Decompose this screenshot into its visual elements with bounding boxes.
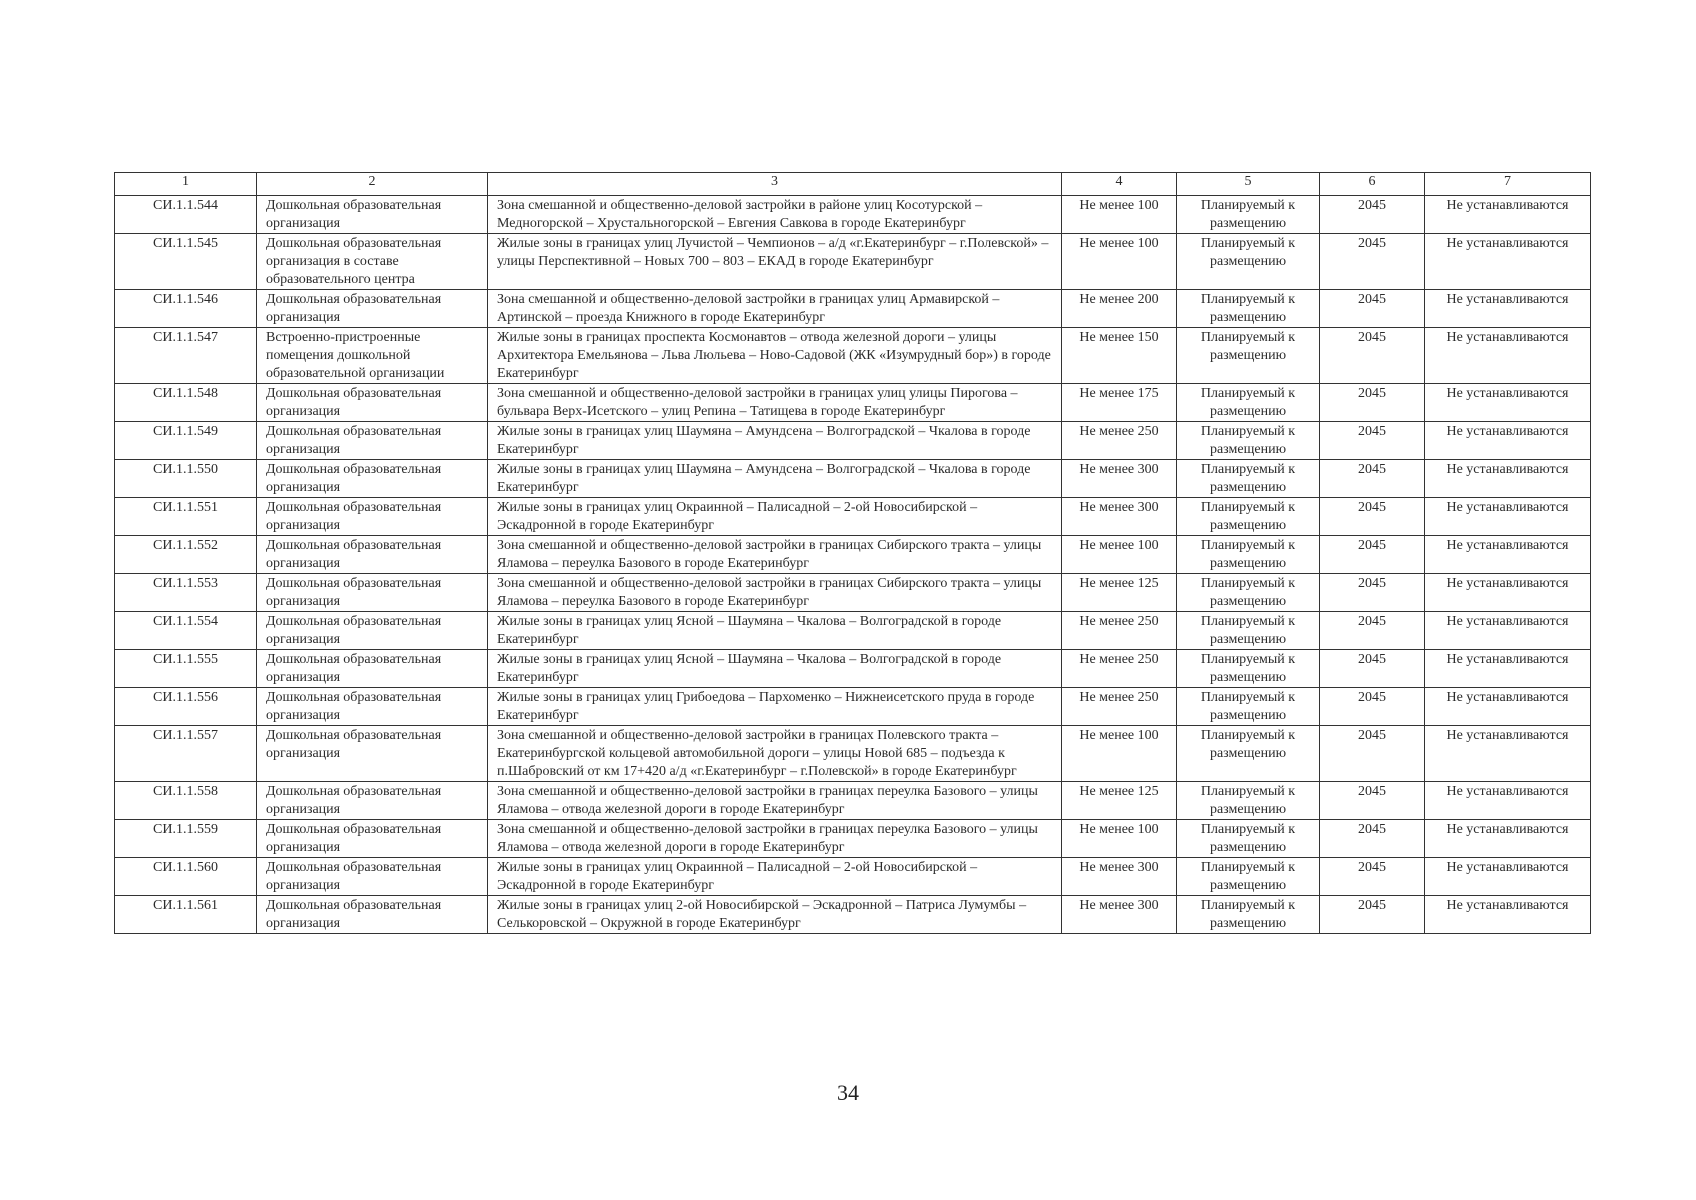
- year-cell: 2045: [1320, 328, 1425, 384]
- protection-zones-cell: Не устанавливаются: [1425, 234, 1591, 290]
- year-cell: 2045: [1320, 820, 1425, 858]
- table-row: [115, 688, 1591, 726]
- column-header-3: 3: [488, 173, 1062, 196]
- year-cell: 2045: [1320, 422, 1425, 460]
- object-name-cell: Дошкольная образовательная организация: [257, 536, 488, 574]
- status-cell: Планируемый к размещению: [1177, 782, 1320, 820]
- object-location-cell: Зона смешанной и общественно-деловой застройки в границах Сибирского тракта – улицы Яламова – переулка Базового в городе Екатеринбург: [488, 536, 1062, 574]
- object-code-cell: СИ.1.1.546: [115, 290, 257, 328]
- year-cell: 2045: [1320, 536, 1425, 574]
- object-location-cell: Жилые зоны в границах улиц Лучистой – Чемпионов – а/д «г.Екатеринбург – г.Полевской» – улицы Перспективной – Новых 700 – 803 – ЕКАД в городе Екатеринбург: [488, 234, 1062, 290]
- object-location-cell: Жилые зоны в границах улиц Ясной – Шаумяна – Чкалова – Волгоградской в городе Екатеринбург: [488, 612, 1062, 650]
- status-cell: Планируемый к размещению: [1177, 460, 1320, 498]
- protection-zones-cell: Не устанавливаются: [1425, 612, 1591, 650]
- object-code-cell: СИ.1.1.561: [115, 896, 257, 934]
- table-row: [115, 650, 1591, 688]
- object-name-cell: Дошкольная образовательная организация: [257, 896, 488, 934]
- protection-zones-cell: Не устанавливаются: [1425, 460, 1591, 498]
- object-location-cell: Зона смешанной и общественно-деловой застройки в границах улиц улицы Пирогова – бульвара Верх-Исетского – улиц Репина – Татищева в городе Екатеринбург: [488, 384, 1062, 422]
- object-code-cell: СИ.1.1.547: [115, 328, 257, 384]
- column-header-1: 1: [115, 173, 257, 196]
- status-cell: Планируемый к размещению: [1177, 726, 1320, 782]
- table-row: [115, 328, 1591, 384]
- object-location-cell: Жилые зоны в границах улиц 2-ой Новосибирской – Эскадронной – Патриса Лумумбы – Селькоровской – Окружной в городе Екатеринбург: [488, 896, 1062, 934]
- capacity-cell: Не менее 250: [1062, 422, 1177, 460]
- year-cell: 2045: [1320, 650, 1425, 688]
- column-header-5: 5: [1177, 173, 1320, 196]
- object-name-cell: Дошкольная образовательная организация: [257, 650, 488, 688]
- table-row: [115, 384, 1591, 422]
- object-name-cell: Дошкольная образовательная организация: [257, 422, 488, 460]
- capacity-cell: Не менее 300: [1062, 498, 1177, 536]
- object-name-cell: Дошкольная образовательная организация в составе образовательного центра: [257, 234, 488, 290]
- year-cell: 2045: [1320, 858, 1425, 896]
- object-code-cell: СИ.1.1.548: [115, 384, 257, 422]
- object-name-cell: Дошкольная образовательная организация: [257, 688, 488, 726]
- protection-zones-cell: Не устанавливаются: [1425, 858, 1591, 896]
- year-cell: 2045: [1320, 574, 1425, 612]
- status-cell: Планируемый к размещению: [1177, 896, 1320, 934]
- table-row: [115, 858, 1591, 896]
- year-cell: 2045: [1320, 290, 1425, 328]
- capacity-cell: Не менее 125: [1062, 782, 1177, 820]
- year-cell: 2045: [1320, 196, 1425, 234]
- status-cell: Планируемый к размещению: [1177, 536, 1320, 574]
- capacity-cell: Не менее 175: [1062, 384, 1177, 422]
- object-code-cell: СИ.1.1.560: [115, 858, 257, 896]
- column-header-4: 4: [1062, 173, 1177, 196]
- object-code-cell: СИ.1.1.554: [115, 612, 257, 650]
- table-row: [115, 574, 1591, 612]
- object-location-cell: Жилые зоны в границах проспекта Космонавтов – отвода железной дороги – улицы Архитектора Емельянова – Льва Люльева – Ново-Садовой (ЖК «Изумрудный бор») в городе Екатеринбург: [488, 328, 1062, 384]
- object-location-cell: Жилые зоны в границах улиц Окраинной – Палисадной – 2-ой Новосибирской – Эскадронной в городе Екатеринбург: [488, 498, 1062, 536]
- object-name-cell: Дошкольная образовательная организация: [257, 858, 488, 896]
- year-cell: 2045: [1320, 726, 1425, 782]
- object-code-cell: СИ.1.1.552: [115, 536, 257, 574]
- capacity-cell: Не менее 100: [1062, 820, 1177, 858]
- capacity-cell: Не менее 150: [1062, 328, 1177, 384]
- table-row: [115, 536, 1591, 574]
- capacity-cell: Не менее 200: [1062, 290, 1177, 328]
- object-code-cell: СИ.1.1.555: [115, 650, 257, 688]
- object-name-cell: Дошкольная образовательная организация: [257, 612, 488, 650]
- object-code-cell: СИ.1.1.545: [115, 234, 257, 290]
- protection-zones-cell: Не устанавливаются: [1425, 726, 1591, 782]
- capacity-cell: Не менее 250: [1062, 688, 1177, 726]
- object-code-cell: СИ.1.1.549: [115, 422, 257, 460]
- protection-zones-cell: Не устанавливаются: [1425, 328, 1591, 384]
- object-code-cell: СИ.1.1.544: [115, 196, 257, 234]
- object-code-cell: СИ.1.1.551: [115, 498, 257, 536]
- object-location-cell: Жилые зоны в границах улиц Ясной – Шаумяна – Чкалова – Волгоградской в городе Екатеринбург: [488, 650, 1062, 688]
- object-name-cell: Дошкольная образовательная организация: [257, 782, 488, 820]
- object-location-cell: Зона смешанной и общественно-деловой застройки в границах переулка Базового – улицы Яламова – отвода железной дороги в городе Екатеринбург: [488, 782, 1062, 820]
- table-row: [115, 498, 1591, 536]
- protection-zones-cell: Не устанавливаются: [1425, 384, 1591, 422]
- object-name-cell: Дошкольная образовательная организация: [257, 574, 488, 612]
- capacity-cell: Не менее 250: [1062, 650, 1177, 688]
- status-cell: Планируемый к размещению: [1177, 498, 1320, 536]
- table-row: [115, 422, 1591, 460]
- capacity-cell: Не менее 100: [1062, 726, 1177, 782]
- object-name-cell: Встроенно-пристроенные помещения дошкольной образовательной организации: [257, 328, 488, 384]
- status-cell: Планируемый к размещению: [1177, 688, 1320, 726]
- object-name-cell: Дошкольная образовательная организация: [257, 820, 488, 858]
- protection-zones-cell: Не устанавливаются: [1425, 688, 1591, 726]
- protection-zones-cell: Не устанавливаются: [1425, 536, 1591, 574]
- protection-zones-cell: Не устанавливаются: [1425, 196, 1591, 234]
- status-cell: Планируемый к размещению: [1177, 234, 1320, 290]
- table-row: [115, 820, 1591, 858]
- table-row: [115, 896, 1591, 934]
- facilities-table: [114, 172, 1591, 934]
- capacity-cell: Не менее 100: [1062, 234, 1177, 290]
- document-table-container: [114, 172, 1590, 934]
- object-code-cell: СИ.1.1.553: [115, 574, 257, 612]
- year-cell: 2045: [1320, 234, 1425, 290]
- capacity-cell: Не менее 250: [1062, 612, 1177, 650]
- object-location-cell: Жилые зоны в границах улиц Шаумяна – Амундсена – Волгоградской – Чкалова в городе Екатеринбург: [488, 422, 1062, 460]
- status-cell: Планируемый к размещению: [1177, 820, 1320, 858]
- column-header-2: 2: [257, 173, 488, 196]
- object-name-cell: Дошкольная образовательная организация: [257, 384, 488, 422]
- object-code-cell: СИ.1.1.558: [115, 782, 257, 820]
- object-location-cell: Зона смешанной и общественно-деловой застройки в границах Сибирского тракта – улицы Яламова – переулка Базового в городе Екатеринбург: [488, 574, 1062, 612]
- protection-zones-cell: Не устанавливаются: [1425, 896, 1591, 934]
- protection-zones-cell: Не устанавливаются: [1425, 782, 1591, 820]
- status-cell: Планируемый к размещению: [1177, 328, 1320, 384]
- protection-zones-cell: Не устанавливаются: [1425, 650, 1591, 688]
- column-header-6: 6: [1320, 173, 1425, 196]
- capacity-cell: Не менее 100: [1062, 536, 1177, 574]
- object-name-cell: Дошкольная образовательная организация: [257, 726, 488, 782]
- object-location-cell: Зона смешанной и общественно-деловой застройки в районе улиц Косотурской – Медногорской – Хрустальногорской – Евгения Савкова в городе Екатеринбург: [488, 196, 1062, 234]
- table-row: [115, 460, 1591, 498]
- capacity-cell: Не менее 300: [1062, 460, 1177, 498]
- status-cell: Планируемый к размещению: [1177, 612, 1320, 650]
- capacity-cell: Не менее 100: [1062, 196, 1177, 234]
- year-cell: 2045: [1320, 612, 1425, 650]
- object-code-cell: СИ.1.1.559: [115, 820, 257, 858]
- year-cell: 2045: [1320, 688, 1425, 726]
- table-row: [115, 196, 1591, 234]
- object-code-cell: СИ.1.1.556: [115, 688, 257, 726]
- object-name-cell: Дошкольная образовательная организация: [257, 290, 488, 328]
- object-name-cell: Дошкольная образовательная организация: [257, 196, 488, 234]
- status-cell: Планируемый к размещению: [1177, 384, 1320, 422]
- status-cell: Планируемый к размещению: [1177, 196, 1320, 234]
- table-row: [115, 782, 1591, 820]
- object-code-cell: СИ.1.1.557: [115, 726, 257, 782]
- object-name-cell: Дошкольная образовательная организация: [257, 498, 488, 536]
- table-body: [115, 196, 1591, 934]
- year-cell: 2045: [1320, 384, 1425, 422]
- object-location-cell: Зона смешанной и общественно-деловой застройки в границах переулка Базового – улицы Яламова – отвода железной дороги в городе Екатеринбург: [488, 820, 1062, 858]
- protection-zones-cell: Не устанавливаются: [1425, 574, 1591, 612]
- table-row: [115, 612, 1591, 650]
- table-row: [115, 290, 1591, 328]
- object-location-cell: Жилые зоны в границах улиц Шаумяна – Амундсена – Волгоградской – Чкалова в городе Екатеринбург: [488, 460, 1062, 498]
- status-cell: Планируемый к размещению: [1177, 650, 1320, 688]
- object-location-cell: Жилые зоны в границах улиц Окраинной – Палисадной – 2-ой Новосибирской – Эскадронной в городе Екатеринбург: [488, 858, 1062, 896]
- object-code-cell: СИ.1.1.550: [115, 460, 257, 498]
- page-number: 34: [837, 1080, 859, 1105]
- protection-zones-cell: Не устанавливаются: [1425, 820, 1591, 858]
- protection-zones-cell: Не устанавливаются: [1425, 422, 1591, 460]
- object-location-cell: Зона смешанной и общественно-деловой застройки в границах Полевского тракта – Екатеринбургской кольцевой автомобильной дороги – улицы Новой 685 – подъезда к п.Шабровский от км 17+420 а/д «г.Екатеринбург – г.Полевской» в городе Екатеринбург: [488, 726, 1062, 782]
- object-location-cell: Зона смешанной и общественно-деловой застройки в границах улиц Армавирской – Артинской – проезда Книжного в городе Екатеринбург: [488, 290, 1062, 328]
- year-cell: 2045: [1320, 896, 1425, 934]
- protection-zones-cell: Не устанавливаются: [1425, 290, 1591, 328]
- year-cell: 2045: [1320, 498, 1425, 536]
- status-cell: Планируемый к размещению: [1177, 574, 1320, 612]
- status-cell: Планируемый к размещению: [1177, 422, 1320, 460]
- year-cell: 2045: [1320, 782, 1425, 820]
- column-header-7: 7: [1425, 173, 1591, 196]
- table-row: [115, 726, 1591, 782]
- object-location-cell: Жилые зоны в границах улиц Грибоедова – Пархоменко – Нижнеисетского пруда в городе Екатеринбург: [488, 688, 1062, 726]
- header-row: [115, 173, 1591, 196]
- status-cell: Планируемый к размещению: [1177, 858, 1320, 896]
- status-cell: Планируемый к размещению: [1177, 290, 1320, 328]
- object-name-cell: Дошкольная образовательная организация: [257, 460, 488, 498]
- table-row: [115, 234, 1591, 290]
- capacity-cell: Не менее 300: [1062, 858, 1177, 896]
- capacity-cell: Не менее 300: [1062, 896, 1177, 934]
- year-cell: 2045: [1320, 460, 1425, 498]
- protection-zones-cell: Не устанавливаются: [1425, 498, 1591, 536]
- capacity-cell: Не менее 125: [1062, 574, 1177, 612]
